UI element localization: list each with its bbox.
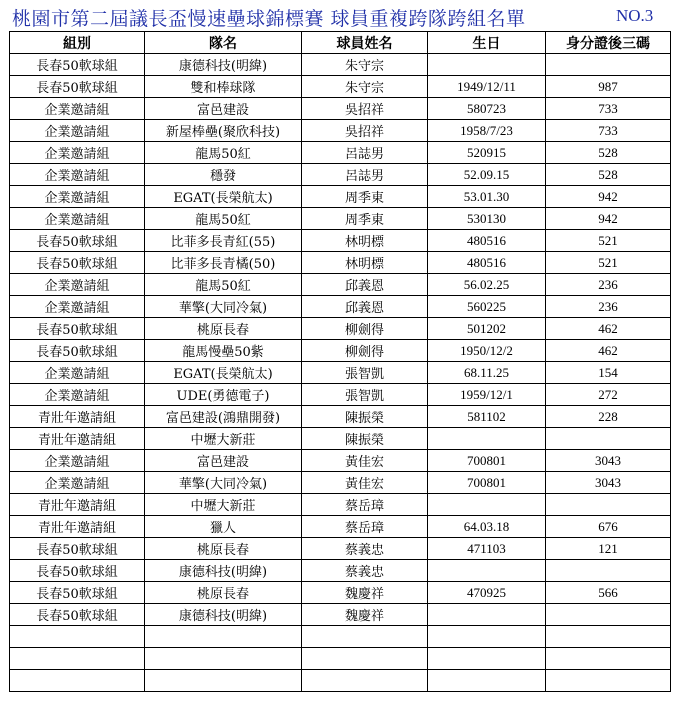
table-row (10, 384, 671, 406)
table-row (10, 362, 671, 384)
cell-birth[interactable]: 501202 (428, 318, 546, 340)
cell-team[interactable]: EGAT(長榮航太) (145, 362, 302, 384)
cell-birth[interactable]: 64.03.18 (428, 516, 546, 538)
cell-player[interactable]: 柳劍得 (302, 318, 428, 340)
cell-group[interactable]: 長春50軟球組 (10, 318, 145, 340)
cell-id3[interactable] (546, 428, 671, 450)
cell-birth[interactable]: 480516 (428, 252, 546, 274)
cell-id3[interactable]: 121 (546, 538, 671, 560)
table-row (10, 208, 671, 230)
cell-id3[interactable]: 566 (546, 582, 671, 604)
cell-player[interactable]: 魏慶祥 (302, 604, 428, 626)
cell-player[interactable]: 周季東 (302, 208, 428, 230)
cell-id3[interactable]: 521 (546, 230, 671, 252)
cell-team[interactable]: 華擎(大同冷氣) (145, 472, 302, 494)
cell-player[interactable]: 周季東 (302, 186, 428, 208)
cell-birth[interactable]: 580723 (428, 98, 546, 120)
table-row (10, 538, 671, 560)
table-row (10, 54, 671, 76)
empty-cell[interactable] (145, 626, 302, 648)
cell-group[interactable]: 企業邀請組 (10, 296, 145, 318)
cell-birth[interactable] (428, 54, 546, 76)
cell-birth[interactable]: 56.02.25 (428, 274, 546, 296)
table-row (10, 428, 671, 450)
column-header-team[interactable]: 隊名 (145, 32, 302, 54)
cell-id3[interactable]: 154 (546, 362, 671, 384)
empty-cell[interactable] (546, 670, 671, 692)
cell-birth[interactable]: 1958/7/23 (428, 120, 546, 142)
cell-group[interactable]: 長春50軟球組 (10, 230, 145, 252)
title-bar (0, 0, 683, 30)
cell-birth[interactable] (428, 494, 546, 516)
cell-team[interactable]: 桃原長春 (145, 318, 302, 340)
cell-team[interactable]: UDE(勇德電子) (145, 384, 302, 406)
roster-table (9, 31, 671, 692)
empty-cell[interactable] (10, 626, 145, 648)
cell-team[interactable]: 康德科技(明緯) (145, 560, 302, 582)
cell-team[interactable]: 富邑建設 (145, 98, 302, 120)
cell-player[interactable]: 張智凱 (302, 362, 428, 384)
empty-cell[interactable] (302, 648, 428, 670)
cell-group[interactable]: 企業邀請組 (10, 120, 145, 142)
cell-id3[interactable]: 3043 (546, 472, 671, 494)
cell-group[interactable]: 企業邀請組 (10, 186, 145, 208)
cell-team[interactable]: 康德科技(明緯) (145, 54, 302, 76)
cell-player[interactable]: 林明標 (302, 252, 428, 274)
cell-birth[interactable]: 68.11.25 (428, 362, 546, 384)
table-row (10, 164, 671, 186)
cell-birth[interactable]: 1959/12/1 (428, 384, 546, 406)
table-row (10, 274, 671, 296)
cell-birth[interactable]: 480516 (428, 230, 546, 252)
sheet-number: NO.3 (616, 6, 654, 25)
cell-team[interactable]: EGAT(長榮航太) (145, 186, 302, 208)
table-row (10, 142, 671, 164)
cell-team[interactable]: 龍馬50紅 (145, 208, 302, 230)
cell-player[interactable]: 蔡岳璋 (302, 494, 428, 516)
cell-id3[interactable] (546, 54, 671, 76)
cell-birth[interactable] (428, 428, 546, 450)
cell-team[interactable]: 龍馬50紅 (145, 142, 302, 164)
empty-cell[interactable] (10, 670, 145, 692)
empty-cell[interactable] (10, 648, 145, 670)
cell-birth[interactable]: 1949/12/11 (428, 76, 546, 98)
cell-player[interactable]: 吳招祥 (302, 98, 428, 120)
table-row (10, 120, 671, 142)
cell-team[interactable]: 龍馬50紅 (145, 274, 302, 296)
cell-group[interactable]: 青壯年邀請組 (10, 494, 145, 516)
cell-player[interactable]: 呂誌男 (302, 142, 428, 164)
header-row (10, 32, 671, 54)
cell-team[interactable]: 獵人 (145, 516, 302, 538)
cell-group[interactable]: 企業邀請組 (10, 362, 145, 384)
table-row (10, 560, 671, 582)
table-row (10, 604, 671, 626)
cell-birth[interactable]: 581102 (428, 406, 546, 428)
empty-row (10, 670, 671, 692)
cell-id3[interactable] (546, 494, 671, 516)
cell-group[interactable]: 長春50軟球組 (10, 604, 145, 626)
cell-id3[interactable]: 462 (546, 340, 671, 362)
cell-birth[interactable]: 520915 (428, 142, 546, 164)
empty-cell[interactable] (546, 626, 671, 648)
empty-cell[interactable] (145, 648, 302, 670)
cell-birth[interactable]: 530130 (428, 208, 546, 230)
cell-group[interactable]: 長春50軟球組 (10, 54, 145, 76)
table-row (10, 98, 671, 120)
cell-player[interactable]: 蔡義忠 (302, 538, 428, 560)
cell-group[interactable]: 長春50軟球組 (10, 560, 145, 582)
cell-group[interactable]: 企業邀請組 (10, 98, 145, 120)
cell-id3[interactable]: 942 (546, 208, 671, 230)
empty-cell[interactable] (546, 648, 671, 670)
cell-birth[interactable]: 1950/12/2 (428, 340, 546, 362)
cell-birth[interactable]: 53.01.30 (428, 186, 546, 208)
empty-cell[interactable] (302, 626, 428, 648)
table-row (10, 472, 671, 494)
cell-birth[interactable] (428, 560, 546, 582)
empty-cell[interactable] (428, 670, 546, 692)
cell-birth[interactable]: 700801 (428, 472, 546, 494)
cell-group[interactable]: 長春50軟球組 (10, 582, 145, 604)
cell-group[interactable]: 青壯年邀請組 (10, 428, 145, 450)
cell-id3[interactable]: 528 (546, 142, 671, 164)
cell-player[interactable]: 陳振榮 (302, 428, 428, 450)
cell-player[interactable]: 魏慶祥 (302, 582, 428, 604)
cell-player[interactable]: 黃佳宏 (302, 472, 428, 494)
cell-birth[interactable]: 700801 (428, 450, 546, 472)
cell-team[interactable]: 華擎(大同冷氣) (145, 296, 302, 318)
cell-id3[interactable]: 272 (546, 384, 671, 406)
cell-birth[interactable]: 560225 (428, 296, 546, 318)
cell-group[interactable]: 青壯年邀請組 (10, 406, 145, 428)
cell-player[interactable]: 邱義恩 (302, 296, 428, 318)
page-title: 桃園市第二屆議長盃慢速壘球錦標賽 球員重複跨隊跨組名單 (12, 8, 526, 30)
cell-id3[interactable] (546, 604, 671, 626)
table-row (10, 296, 671, 318)
table-row (10, 516, 671, 538)
table-row (10, 406, 671, 428)
cell-player[interactable]: 呂誌男 (302, 164, 428, 186)
cell-birth[interactable]: 52.09.15 (428, 164, 546, 186)
table-row (10, 340, 671, 362)
cell-player[interactable]: 柳劍得 (302, 340, 428, 362)
cell-team[interactable]: 龍馬慢壘50紫 (145, 340, 302, 362)
cell-id3[interactable]: 733 (546, 120, 671, 142)
cell-id3[interactable]: 676 (546, 516, 671, 538)
cell-player[interactable]: 黃佳宏 (302, 450, 428, 472)
cell-player[interactable]: 吳招祥 (302, 120, 428, 142)
table-row (10, 76, 671, 98)
column-header-id[interactable]: 身分證後三碼 (546, 32, 671, 54)
empty-row (10, 626, 671, 648)
cell-team[interactable]: 中壢大新莊 (145, 494, 302, 516)
cell-group[interactable]: 長春50軟球組 (10, 538, 145, 560)
cell-id3[interactable]: 987 (546, 76, 671, 98)
table-row (10, 450, 671, 472)
cell-id3[interactable]: 528 (546, 164, 671, 186)
empty-cell[interactable] (302, 670, 428, 692)
table-row (10, 252, 671, 274)
cell-id3[interactable]: 3043 (546, 450, 671, 472)
column-header-birth[interactable]: 生日 (428, 32, 546, 54)
cell-id3[interactable]: 462 (546, 318, 671, 340)
cell-player[interactable]: 張智凱 (302, 384, 428, 406)
table-row (10, 318, 671, 340)
cell-group[interactable]: 企業邀請組 (10, 208, 145, 230)
cell-birth[interactable]: 470925 (428, 582, 546, 604)
cell-team[interactable]: 雙和棒球隊 (145, 76, 302, 98)
cell-id3[interactable]: 942 (546, 186, 671, 208)
cell-team[interactable]: 康德科技(明緯) (145, 604, 302, 626)
cell-id3[interactable] (546, 560, 671, 582)
column-header-group[interactable]: 組別 (10, 32, 145, 54)
cell-group[interactable]: 企業邀請組 (10, 384, 145, 406)
cell-team[interactable]: 桃原長春 (145, 538, 302, 560)
cell-id3[interactable]: 521 (546, 252, 671, 274)
cell-team[interactable]: 中壢大新莊 (145, 428, 302, 450)
cell-group[interactable]: 長春50軟球組 (10, 340, 145, 362)
cell-team[interactable]: 富邑建設 (145, 450, 302, 472)
cell-player[interactable]: 蔡岳璋 (302, 516, 428, 538)
cell-player[interactable]: 陳振榮 (302, 406, 428, 428)
table-row (10, 582, 671, 604)
cell-player[interactable]: 朱守宗 (302, 76, 428, 98)
cell-group[interactable]: 企業邀請組 (10, 472, 145, 494)
cell-group[interactable]: 長春50軟球組 (10, 252, 145, 274)
cell-team[interactable]: 比菲多長青紅(55) (145, 230, 302, 252)
cell-team[interactable]: 比菲多長青橘(50) (145, 252, 302, 274)
cell-id3[interactable]: 236 (546, 274, 671, 296)
empty-cell[interactable] (428, 648, 546, 670)
cell-group[interactable]: 長春50軟球組 (10, 76, 145, 98)
cell-team[interactable]: 桃原長春 (145, 582, 302, 604)
cell-group[interactable]: 青壯年邀請組 (10, 516, 145, 538)
cell-team[interactable]: 穩發 (145, 164, 302, 186)
table-row (10, 186, 671, 208)
cell-birth[interactable]: 471103 (428, 538, 546, 560)
empty-cell[interactable] (145, 670, 302, 692)
column-header-player[interactable]: 球員姓名 (302, 32, 428, 54)
cell-group[interactable]: 企業邀請組 (10, 450, 145, 472)
cell-player[interactable]: 蔡義忠 (302, 560, 428, 582)
empty-row (10, 648, 671, 670)
cell-player[interactable]: 邱義恩 (302, 274, 428, 296)
cell-group[interactable]: 企業邀請組 (10, 274, 145, 296)
cell-team[interactable]: 富邑建設(鴻鼎開發) (145, 406, 302, 428)
cell-id3[interactable]: 236 (546, 296, 671, 318)
cell-player[interactable]: 林明標 (302, 230, 428, 252)
cell-id3[interactable]: 733 (546, 98, 671, 120)
table-row (10, 494, 671, 516)
table-row (10, 230, 671, 252)
empty-cell[interactable] (428, 626, 546, 648)
cell-team[interactable]: 新屋棒壘(聚欣科技) (145, 120, 302, 142)
cell-group[interactable]: 企業邀請組 (10, 164, 145, 186)
cell-player[interactable]: 朱守宗 (302, 54, 428, 76)
cell-birth[interactable] (428, 604, 546, 626)
cell-group[interactable]: 企業邀請組 (10, 142, 145, 164)
cell-id3[interactable]: 228 (546, 406, 671, 428)
